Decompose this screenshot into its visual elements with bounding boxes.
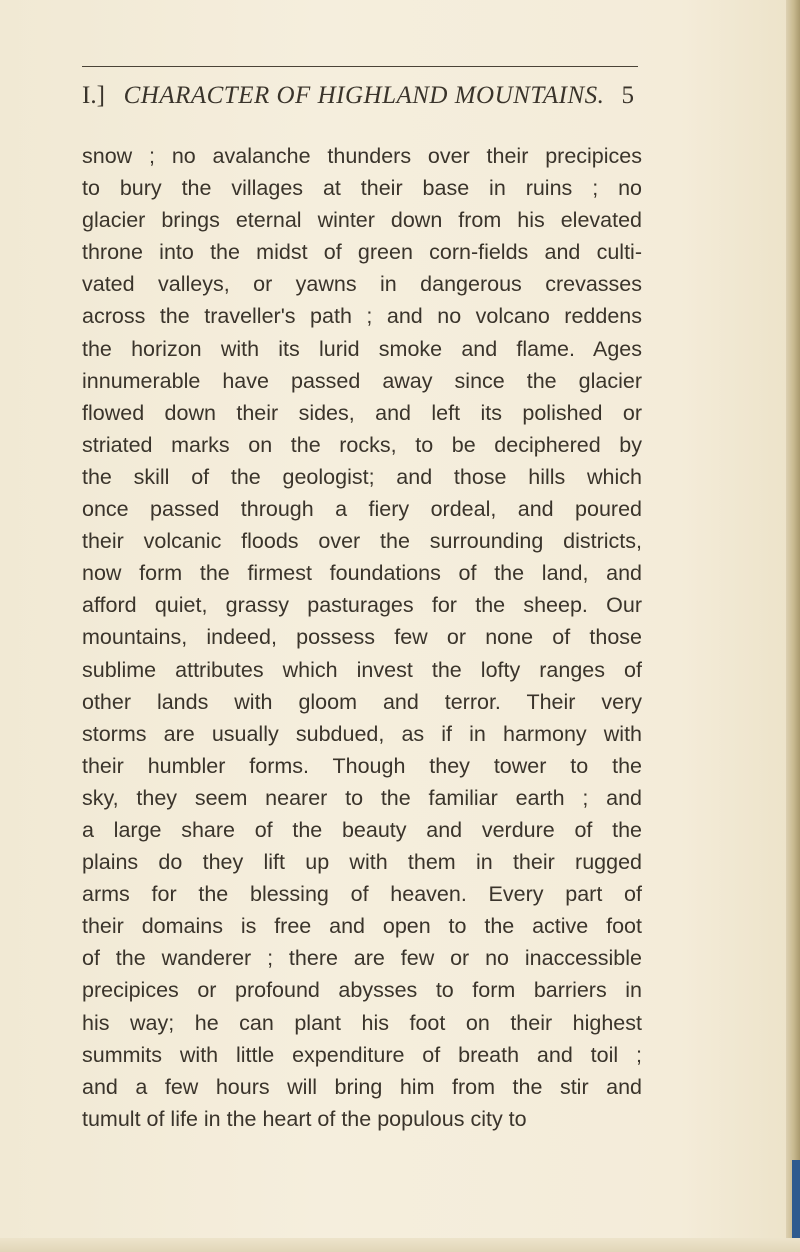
text-line: once passed through a fiery ordeal, and poured bbox=[82, 497, 642, 522]
text-line: precipices or profound abysses to form barriers in bbox=[82, 978, 642, 1003]
text-line: a large share of the beauty and verdure of the bbox=[82, 817, 642, 842]
text-line: the horizon with its lurid smoke and flame. Ages bbox=[82, 336, 642, 361]
text-line: sky, they seem nearer to the familiar earth ; and bbox=[82, 785, 642, 810]
text-line: across the traveller's path ; and no volcano reddens bbox=[82, 304, 642, 329]
text-line: mountains, indeed, possess few or none of those bbox=[82, 625, 642, 650]
body-text bbox=[82, 140, 642, 1135]
text-line: sublime attributes which invest the lofty ranges of bbox=[82, 657, 642, 682]
text-line: and a few hours will bring him from the stir and bbox=[82, 1074, 642, 1099]
page-edge-right bbox=[786, 0, 800, 1252]
chapter-number: I.] bbox=[82, 82, 105, 109]
page-edge-bottom bbox=[0, 1238, 800, 1252]
text-line: vated valleys, or yawns in dangerous crevasses bbox=[82, 272, 642, 297]
text-line: other lands with gloom and terror. Their very bbox=[82, 689, 642, 714]
text-line: afford quiet, grassy pasturages for the sheep. Our bbox=[82, 593, 642, 618]
text-line: storms are usually subdued, as if in harmony with bbox=[82, 721, 642, 746]
text-line: their domains is free and open to the active foot bbox=[82, 914, 642, 939]
text-line: to bury the villages at their base in ruins ; no bbox=[82, 176, 642, 201]
header-rule bbox=[82, 66, 638, 67]
text-line: snow ; no avalanche thunders over their precipices bbox=[82, 144, 642, 168]
text-line: his way; he can plant his foot on their highest bbox=[82, 1010, 642, 1035]
page-number: 5 bbox=[621, 82, 634, 109]
running-title: CHARACTER OF HIGHLAND MOUNTAINS. bbox=[123, 82, 605, 109]
text-line: striated marks on the rocks, to be deciphered by bbox=[82, 432, 642, 457]
running-head bbox=[82, 82, 634, 116]
text-line: the skill of the geologist; and those hills which bbox=[82, 464, 642, 489]
text-line: their volcanic floods over the surrounding districts, bbox=[82, 529, 642, 554]
text-line: plains do they lift up with them in their rugged bbox=[82, 850, 642, 875]
text-line: flowed down their sides, and left its polished or bbox=[82, 400, 642, 425]
text-line: now form the firmest foundations of the land, and bbox=[82, 561, 642, 586]
text-line: their humbler forms. Though they tower to the bbox=[82, 753, 642, 778]
text-line: summits with little expenditure of breath and toil ; bbox=[82, 1042, 642, 1067]
text-line: of the wanderer ; there are few or no inaccessible bbox=[82, 946, 642, 971]
text-line: tumult of life in the heart of the populous city to bbox=[82, 1106, 527, 1131]
text-line: arms for the blessing of heaven. Every part of bbox=[82, 882, 642, 907]
text-line: throne into the midst of green corn-fields and culti- bbox=[82, 240, 642, 265]
text-line: glacier brings eternal winter down from his elevated bbox=[82, 208, 642, 233]
text-line: innumerable have passed away since the glacier bbox=[82, 368, 642, 393]
